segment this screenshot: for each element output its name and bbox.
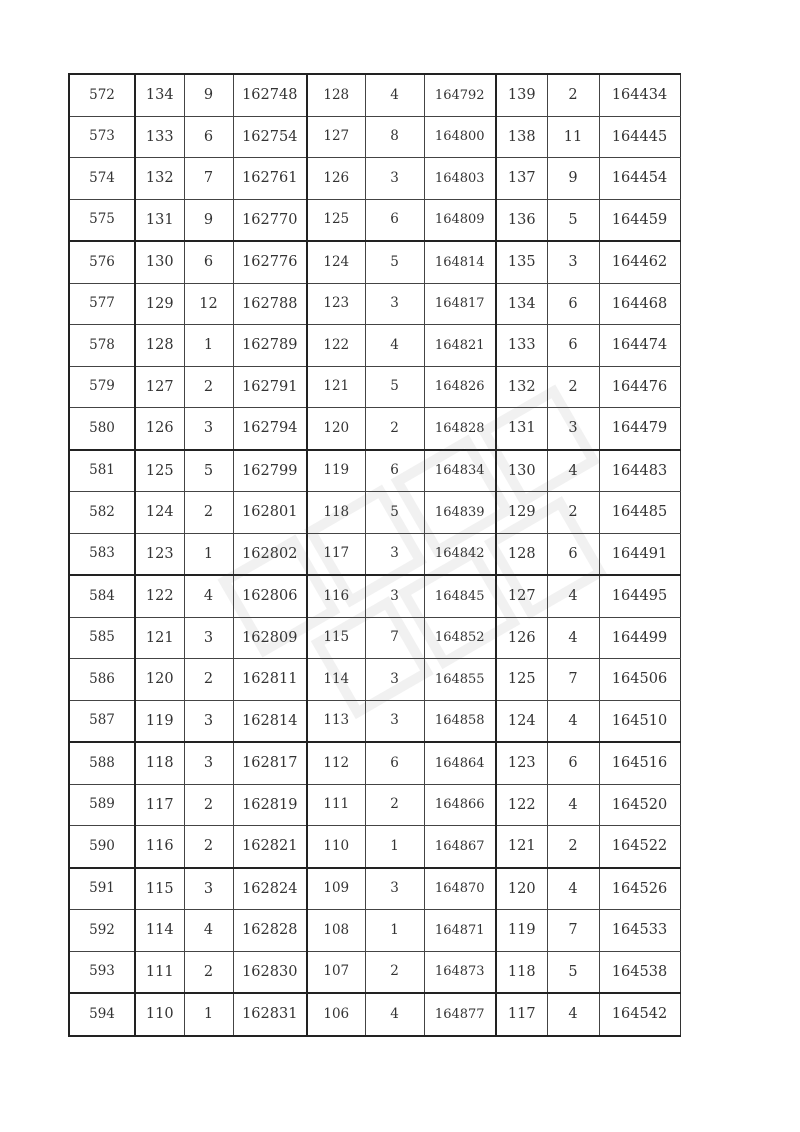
table-row xyxy=(69,742,680,784)
cumulative-cell: 162802 xyxy=(233,533,307,575)
cumulative-cell: 162788 xyxy=(233,283,307,325)
count-cell: 6 xyxy=(184,241,233,283)
count-cell: 3 xyxy=(365,575,424,617)
cumulative-cell: 164845 xyxy=(424,575,496,617)
cumulative-cell: 164476 xyxy=(599,366,680,408)
cumulative-cell: 164445 xyxy=(599,116,680,158)
table-row xyxy=(69,116,680,158)
score-cell: 128 xyxy=(307,74,365,116)
rank-cell: 584 xyxy=(69,575,135,617)
rank-cell: 576 xyxy=(69,241,135,283)
rank-cell: 575 xyxy=(69,199,135,241)
cumulative-cell: 164834 xyxy=(424,450,496,492)
cumulative-cell: 162748 xyxy=(233,74,307,116)
score-cell: 132 xyxy=(496,366,547,408)
cumulative-cell: 164506 xyxy=(599,659,680,701)
cumulative-cell: 164491 xyxy=(599,533,680,575)
rank-cell: 573 xyxy=(69,116,135,158)
count-cell: 2 xyxy=(547,492,599,534)
score-cell: 128 xyxy=(135,325,184,367)
score-cell: 117 xyxy=(307,533,365,575)
cumulative-cell: 164864 xyxy=(424,742,496,784)
table-body xyxy=(69,74,680,1036)
count-cell: 4 xyxy=(547,575,599,617)
table-row xyxy=(69,868,680,910)
table-row xyxy=(69,910,680,952)
score-cell: 130 xyxy=(135,241,184,283)
cumulative-cell: 164538 xyxy=(599,951,680,993)
score-cell: 108 xyxy=(307,910,365,952)
cumulative-cell: 164510 xyxy=(599,700,680,742)
score-cell: 125 xyxy=(307,199,365,241)
cumulative-cell: 162814 xyxy=(233,700,307,742)
rank-cell: 583 xyxy=(69,533,135,575)
score-cell: 106 xyxy=(307,993,365,1036)
cumulative-cell: 164792 xyxy=(424,74,496,116)
count-cell: 6 xyxy=(365,450,424,492)
cumulative-cell: 162809 xyxy=(233,617,307,659)
score-cell: 134 xyxy=(496,283,547,325)
count-cell: 2 xyxy=(547,74,599,116)
table-row xyxy=(69,241,680,283)
table-row xyxy=(69,325,680,367)
count-cell: 1 xyxy=(184,533,233,575)
score-cell: 133 xyxy=(135,116,184,158)
count-cell: 3 xyxy=(184,868,233,910)
count-cell: 7 xyxy=(547,659,599,701)
count-cell: 5 xyxy=(365,492,424,534)
table-row xyxy=(69,74,680,116)
count-cell: 1 xyxy=(184,993,233,1036)
count-cell: 2 xyxy=(547,826,599,868)
cumulative-cell: 164855 xyxy=(424,659,496,701)
count-cell: 12 xyxy=(184,283,233,325)
cumulative-cell: 162754 xyxy=(233,116,307,158)
count-cell: 3 xyxy=(184,742,233,784)
count-cell: 2 xyxy=(365,408,424,450)
count-cell: 3 xyxy=(365,533,424,575)
cumulative-cell: 162831 xyxy=(233,993,307,1036)
score-cell: 118 xyxy=(496,951,547,993)
count-cell: 6 xyxy=(547,325,599,367)
cumulative-cell: 162830 xyxy=(233,951,307,993)
rank-cell: 580 xyxy=(69,408,135,450)
count-cell: 3 xyxy=(365,659,424,701)
cumulative-cell: 162761 xyxy=(233,158,307,200)
rank-cell: 589 xyxy=(69,784,135,826)
score-cell: 123 xyxy=(496,742,547,784)
table-row xyxy=(69,366,680,408)
cumulative-cell: 164485 xyxy=(599,492,680,534)
cumulative-cell: 162821 xyxy=(233,826,307,868)
count-cell: 3 xyxy=(365,158,424,200)
count-cell: 2 xyxy=(547,366,599,408)
rank-cell: 587 xyxy=(69,700,135,742)
cumulative-cell: 162811 xyxy=(233,659,307,701)
count-cell: 2 xyxy=(365,951,424,993)
table-row xyxy=(69,659,680,701)
score-cell: 119 xyxy=(307,450,365,492)
table-row xyxy=(69,283,680,325)
score-distribution-table xyxy=(68,73,681,1037)
cumulative-cell: 162789 xyxy=(233,325,307,367)
count-cell: 6 xyxy=(365,199,424,241)
cumulative-cell: 164821 xyxy=(424,325,496,367)
score-cell: 130 xyxy=(496,450,547,492)
score-cell: 131 xyxy=(496,408,547,450)
score-cell: 119 xyxy=(496,910,547,952)
score-cell: 118 xyxy=(307,492,365,534)
score-cell: 135 xyxy=(496,241,547,283)
count-cell: 3 xyxy=(184,617,233,659)
count-cell: 2 xyxy=(365,784,424,826)
score-cell: 133 xyxy=(496,325,547,367)
rank-cell: 594 xyxy=(69,993,135,1036)
cumulative-cell: 162799 xyxy=(233,450,307,492)
count-cell: 3 xyxy=(184,408,233,450)
cumulative-cell: 164479 xyxy=(599,408,680,450)
count-cell: 2 xyxy=(184,659,233,701)
count-cell: 6 xyxy=(184,116,233,158)
score-cell: 129 xyxy=(496,492,547,534)
count-cell: 8 xyxy=(365,116,424,158)
rank-cell: 579 xyxy=(69,366,135,408)
score-cell: 124 xyxy=(307,241,365,283)
score-cell: 115 xyxy=(135,868,184,910)
score-cell: 117 xyxy=(496,993,547,1036)
cumulative-cell: 164871 xyxy=(424,910,496,952)
cumulative-cell: 164434 xyxy=(599,74,680,116)
score-cell: 123 xyxy=(135,533,184,575)
score-cell: 119 xyxy=(135,700,184,742)
count-cell: 4 xyxy=(547,868,599,910)
count-cell: 1 xyxy=(365,910,424,952)
cumulative-cell: 164870 xyxy=(424,868,496,910)
rank-cell: 590 xyxy=(69,826,135,868)
table-row xyxy=(69,450,680,492)
cumulative-cell: 164809 xyxy=(424,199,496,241)
score-cell: 126 xyxy=(135,408,184,450)
score-cell: 122 xyxy=(307,325,365,367)
rank-cell: 577 xyxy=(69,283,135,325)
cumulative-cell: 164866 xyxy=(424,784,496,826)
cumulative-cell: 162819 xyxy=(233,784,307,826)
cumulative-cell: 162776 xyxy=(233,241,307,283)
cumulative-cell: 164803 xyxy=(424,158,496,200)
cumulative-cell: 162801 xyxy=(233,492,307,534)
rank-cell: 572 xyxy=(69,74,135,116)
count-cell: 2 xyxy=(184,951,233,993)
count-cell: 4 xyxy=(547,784,599,826)
score-cell: 127 xyxy=(135,366,184,408)
count-cell: 9 xyxy=(184,74,233,116)
table-row xyxy=(69,158,680,200)
count-cell: 1 xyxy=(365,826,424,868)
score-cell: 117 xyxy=(135,784,184,826)
score-cell: 127 xyxy=(496,575,547,617)
score-cell: 127 xyxy=(307,116,365,158)
score-cell: 116 xyxy=(135,826,184,868)
score-cell: 126 xyxy=(496,617,547,659)
cumulative-cell: 164800 xyxy=(424,116,496,158)
score-cell: 138 xyxy=(496,116,547,158)
score-cell: 125 xyxy=(496,659,547,701)
cumulative-cell: 164474 xyxy=(599,325,680,367)
cumulative-cell: 164533 xyxy=(599,910,680,952)
cumulative-cell: 164867 xyxy=(424,826,496,868)
score-cell: 122 xyxy=(135,575,184,617)
count-cell: 5 xyxy=(365,366,424,408)
count-cell: 5 xyxy=(547,199,599,241)
count-cell: 11 xyxy=(547,116,599,158)
score-cell: 112 xyxy=(307,742,365,784)
cumulative-cell: 162817 xyxy=(233,742,307,784)
count-cell: 6 xyxy=(365,742,424,784)
cumulative-cell: 164522 xyxy=(599,826,680,868)
score-cell: 124 xyxy=(135,492,184,534)
table-row xyxy=(69,993,680,1036)
count-cell: 7 xyxy=(547,910,599,952)
count-cell: 3 xyxy=(184,700,233,742)
count-cell: 7 xyxy=(184,158,233,200)
score-cell: 114 xyxy=(307,659,365,701)
score-cell: 137 xyxy=(496,158,547,200)
score-cell: 139 xyxy=(496,74,547,116)
cumulative-cell: 164542 xyxy=(599,993,680,1036)
table-row xyxy=(69,408,680,450)
cumulative-cell: 164858 xyxy=(424,700,496,742)
cumulative-cell: 162770 xyxy=(233,199,307,241)
score-cell: 120 xyxy=(135,659,184,701)
score-cell: 109 xyxy=(307,868,365,910)
table-row xyxy=(69,826,680,868)
score-cell: 115 xyxy=(307,617,365,659)
score-cell: 123 xyxy=(307,283,365,325)
count-cell: 6 xyxy=(547,742,599,784)
count-cell: 9 xyxy=(184,199,233,241)
cumulative-cell: 164520 xyxy=(599,784,680,826)
cumulative-cell: 164814 xyxy=(424,241,496,283)
rank-cell: 582 xyxy=(69,492,135,534)
count-cell: 3 xyxy=(365,283,424,325)
cumulative-cell: 162806 xyxy=(233,575,307,617)
score-cell: 136 xyxy=(496,199,547,241)
score-cell: 116 xyxy=(307,575,365,617)
cumulative-cell: 164852 xyxy=(424,617,496,659)
rank-cell: 586 xyxy=(69,659,135,701)
count-cell: 4 xyxy=(184,910,233,952)
count-cell: 4 xyxy=(547,617,599,659)
count-cell: 5 xyxy=(184,450,233,492)
rank-cell: 591 xyxy=(69,868,135,910)
score-cell: 131 xyxy=(135,199,184,241)
cumulative-cell: 164462 xyxy=(599,241,680,283)
count-cell: 5 xyxy=(365,241,424,283)
cumulative-cell: 164483 xyxy=(599,450,680,492)
score-cell: 134 xyxy=(135,74,184,116)
score-cell: 121 xyxy=(135,617,184,659)
table-row xyxy=(69,533,680,575)
table-row xyxy=(69,492,680,534)
rank-cell: 574 xyxy=(69,158,135,200)
rank-cell: 585 xyxy=(69,617,135,659)
count-cell: 4 xyxy=(365,993,424,1036)
count-cell: 9 xyxy=(547,158,599,200)
cumulative-cell: 164468 xyxy=(599,283,680,325)
cumulative-cell: 162828 xyxy=(233,910,307,952)
table-row xyxy=(69,700,680,742)
count-cell: 6 xyxy=(547,283,599,325)
count-cell: 6 xyxy=(547,533,599,575)
cumulative-cell: 164842 xyxy=(424,533,496,575)
cumulative-cell: 164828 xyxy=(424,408,496,450)
score-cell: 110 xyxy=(135,993,184,1036)
rank-cell: 581 xyxy=(69,450,135,492)
score-cell: 121 xyxy=(307,366,365,408)
score-cell: 120 xyxy=(307,408,365,450)
score-cell: 111 xyxy=(135,951,184,993)
table-row xyxy=(69,575,680,617)
score-cell: 110 xyxy=(307,826,365,868)
score-cell: 129 xyxy=(135,283,184,325)
score-cell: 132 xyxy=(135,158,184,200)
score-cell: 124 xyxy=(496,700,547,742)
rank-cell: 592 xyxy=(69,910,135,952)
score-cell: 121 xyxy=(496,826,547,868)
count-cell: 5 xyxy=(547,951,599,993)
count-cell: 2 xyxy=(184,492,233,534)
cumulative-cell: 162794 xyxy=(233,408,307,450)
score-cell: 122 xyxy=(496,784,547,826)
score-cell: 126 xyxy=(307,158,365,200)
rank-cell: 588 xyxy=(69,742,135,784)
score-cell: 111 xyxy=(307,784,365,826)
cumulative-cell: 164877 xyxy=(424,993,496,1036)
count-cell: 4 xyxy=(365,325,424,367)
cumulative-cell: 164839 xyxy=(424,492,496,534)
cumulative-cell: 164499 xyxy=(599,617,680,659)
count-cell: 4 xyxy=(547,450,599,492)
count-cell: 7 xyxy=(365,617,424,659)
count-cell: 4 xyxy=(547,700,599,742)
rank-cell: 578 xyxy=(69,325,135,367)
count-cell: 3 xyxy=(547,241,599,283)
count-cell: 4 xyxy=(184,575,233,617)
score-cell: 128 xyxy=(496,533,547,575)
count-cell: 3 xyxy=(547,408,599,450)
count-cell: 2 xyxy=(184,366,233,408)
cumulative-cell: 162791 xyxy=(233,366,307,408)
cumulative-cell: 164454 xyxy=(599,158,680,200)
cumulative-cell: 164459 xyxy=(599,199,680,241)
cumulative-cell: 164495 xyxy=(599,575,680,617)
score-cell: 118 xyxy=(135,742,184,784)
cumulative-cell: 164826 xyxy=(424,366,496,408)
count-cell: 3 xyxy=(365,700,424,742)
score-cell: 125 xyxy=(135,450,184,492)
score-cell: 107 xyxy=(307,951,365,993)
table-row xyxy=(69,199,680,241)
score-cell: 120 xyxy=(496,868,547,910)
cumulative-cell: 164817 xyxy=(424,283,496,325)
table-row xyxy=(69,951,680,993)
cumulative-cell: 162824 xyxy=(233,868,307,910)
cumulative-cell: 164873 xyxy=(424,951,496,993)
count-cell: 4 xyxy=(365,74,424,116)
count-cell: 4 xyxy=(547,993,599,1036)
table-row xyxy=(69,784,680,826)
rank-cell: 593 xyxy=(69,951,135,993)
count-cell: 2 xyxy=(184,826,233,868)
score-cell: 114 xyxy=(135,910,184,952)
count-cell: 2 xyxy=(184,784,233,826)
cumulative-cell: 164516 xyxy=(599,742,680,784)
score-cell: 113 xyxy=(307,700,365,742)
count-cell: 3 xyxy=(365,868,424,910)
count-cell: 1 xyxy=(184,325,233,367)
table-row xyxy=(69,617,680,659)
cumulative-cell: 164526 xyxy=(599,868,680,910)
